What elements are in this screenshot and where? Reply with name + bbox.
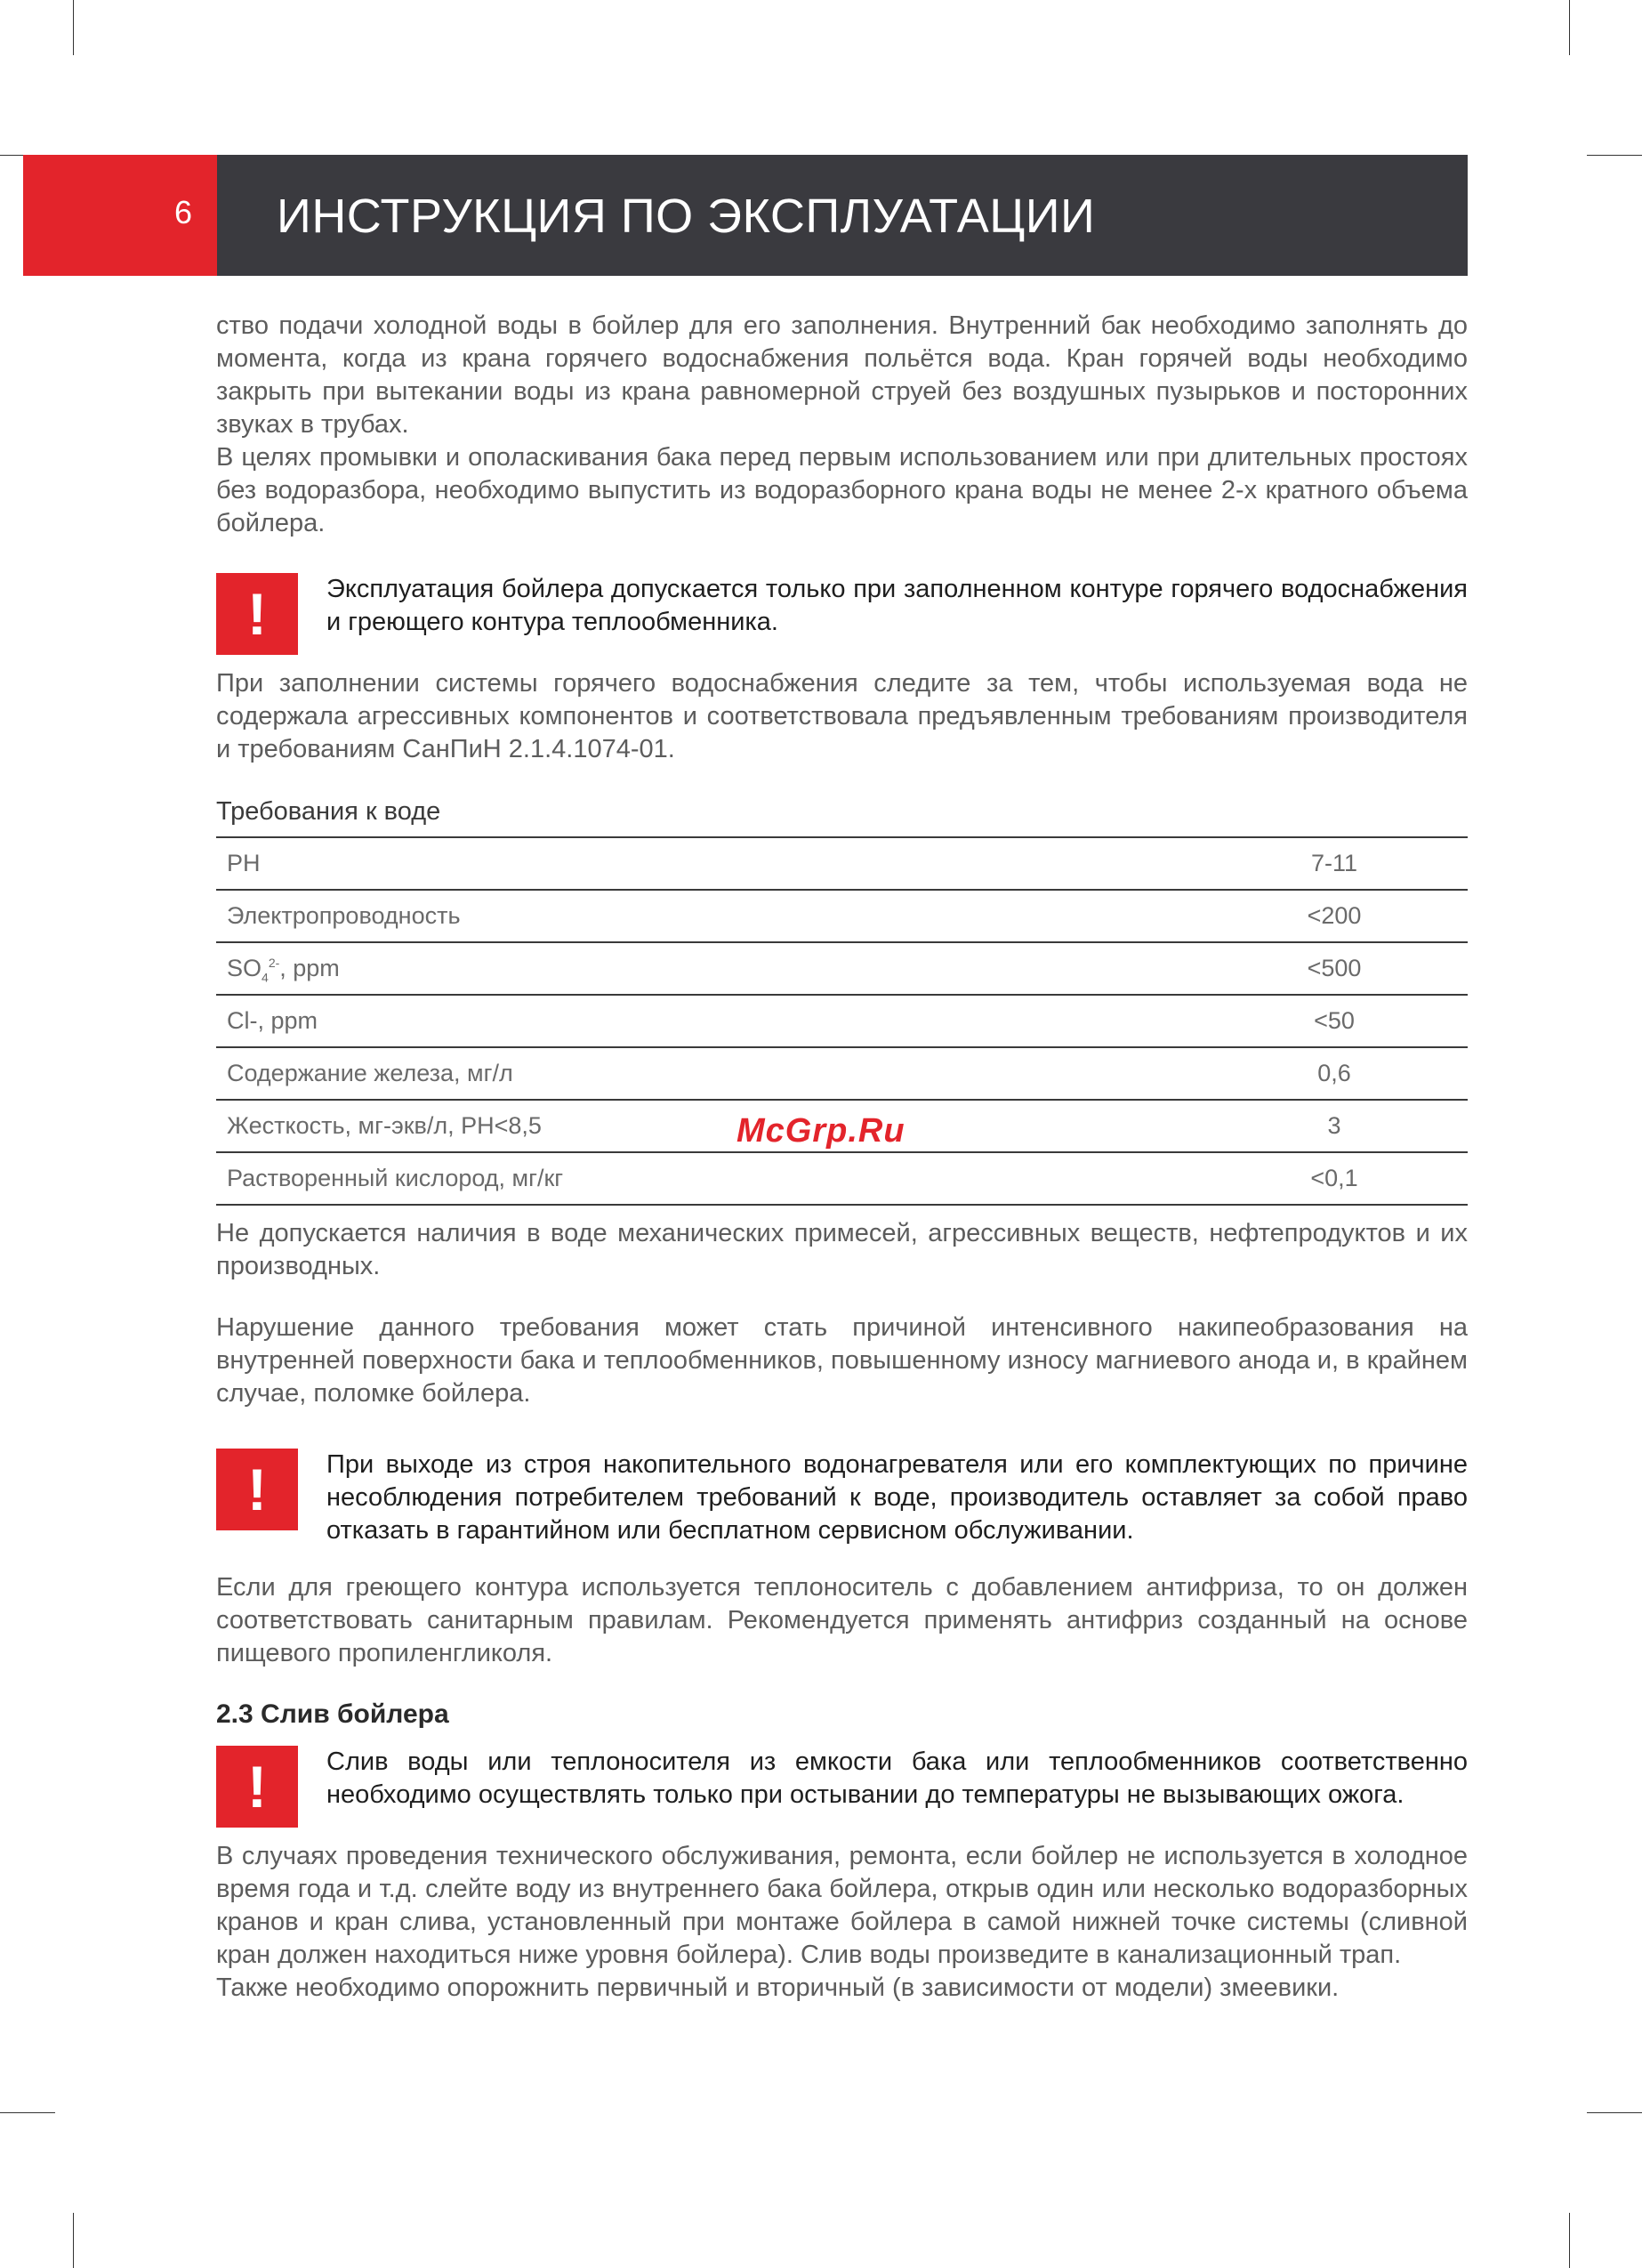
param-rest: , ppm — [279, 955, 340, 981]
section-heading: 2.3 Слив бойлера — [216, 1699, 449, 1729]
crop-mark — [1587, 2112, 1642, 2113]
crop-mark — [1569, 0, 1570, 55]
table-row — [216, 889, 1468, 941]
filling-paragraph: При заполнении системы горячего водоснабжения следите за тем, чтобы используемая вода не содержала агрессивных компонентов и соответствовала предъявленным требованиям производителя и требованиям СанПиН 2.1.4.1074-01. — [216, 669, 1468, 763]
warning-text-1: Эксплуатация бойлера допускается только при заполненном контуре горячего водоснабжения и греющего контура теплообменника. — [326, 575, 1468, 636]
param-cell: Растворенный кислород, мг/кг — [227, 1165, 564, 1191]
exclamation-icon: ! — [216, 573, 298, 655]
impurities-paragraph: Не допускается наличия в воде механических примесей, агрессивных веществ, нефтепродуктов и их производных. — [216, 1219, 1468, 1280]
table-row — [216, 941, 1468, 994]
value-cell: 3 — [1327, 1112, 1341, 1139]
violation-section — [216, 1312, 1468, 1410]
crop-mark — [73, 2213, 74, 2268]
page-title: ИНСТРУКЦИЯ ПО ЭКСПЛУАТАЦИИ — [277, 190, 1096, 243]
table-title: Требования к воде — [216, 797, 441, 826]
value-cell: <0,1 — [1310, 1165, 1358, 1191]
warning-block-2 — [216, 1449, 1468, 1547]
crop-mark — [73, 0, 74, 55]
drain-paragraph-1: В случаях проведения технического обслуживания, ремонта, если бойлер не используется в холодное время года и т.д. слейте воду из внутреннего бака бойлера, открыв один или несколько водоразборных кранов и кран слива, установленный при монтаже бойлера в самой нижней точке системы (сливной кран должен находиться ниже уровня бойлера). Слив воды произведите в канализационный трап. — [216, 1842, 1468, 1969]
impurities-section — [216, 1217, 1468, 1283]
table-row — [216, 836, 1468, 889]
warning-block-3 — [216, 1746, 1468, 1820]
drain-paragraph-2: Также необходимо опорожнить первичный и вторичный (в зависимости от модели) змеевики. — [216, 1973, 1340, 2002]
intro-paragraph-1: ство подачи холодной воды в бойлер для его заполнения. Внутренний бак необходимо заполнять до момента, когда из крана горячего водоснабжения польётся вода. Кран горячей воды необходимо закрыть при вытекании воды из крана равномерной струей без воздушных пузырьков и посторонних звуках в трубах. — [216, 311, 1468, 439]
antifreeze-section — [216, 1571, 1468, 1670]
drain-section — [216, 1840, 1468, 2005]
table-row — [216, 1151, 1468, 1206]
param-cell: PH — [227, 850, 261, 876]
warning-text-3: Слив воды или теплоносителя из емкости бака или теплообменников соответственно необходимо осуществлять только при остывании до температуры не вызывающих ожога. — [326, 1747, 1468, 1809]
page-header — [23, 155, 1468, 276]
exclamation-icon: ! — [216, 1449, 298, 1530]
crop-mark — [0, 2112, 55, 2113]
param-superscript: 2- — [268, 956, 280, 970]
antifreeze-paragraph: Если для греющего контура используется теплоноситель с добавлением антифриза, то он должен соответствовать санитарным правилам. Рекомендуется применять антифриз созданный на основе пищевого пропиленгликоля. — [216, 1573, 1468, 1667]
value-cell: 7-11 — [1310, 850, 1358, 876]
watermark-text: McGrp.Ru — [736, 1112, 906, 1150]
page-number: 6 — [174, 194, 193, 230]
crop-mark — [1569, 2213, 1570, 2268]
intro-paragraph-2: В целях промывки и ополаскивания бака перед первым использованием или при длительных простоях без водоразбора, необходимо выпустить из водоразборного крана воды не менее 2-х кратного объема бойлера. — [216, 443, 1468, 537]
value-cell: 0,6 — [1317, 1060, 1351, 1086]
filling-section — [216, 667, 1468, 766]
param-main: SO — [227, 955, 262, 981]
param-subscript: 4 — [262, 970, 269, 985]
table-row — [216, 1046, 1468, 1099]
param-cell: Содержание железа, мг/л — [227, 1060, 513, 1086]
warning-block-1 — [216, 573, 1468, 647]
param-cell — [227, 955, 340, 984]
value-cell: <200 — [1307, 902, 1362, 929]
param-cell: Жесткость, мг-экв/л, РН<8,5 — [227, 1112, 542, 1139]
warning-text-2: При выходе из строя накопительного водонагревателя или его комплектующих по причине несоблюдения потребителем требований к воде, производитель оставляет за собой право отказать в гарантийном или бесплатном сервисном обслуживании. — [326, 1450, 1468, 1545]
violation-paragraph: Нарушение данного требования может стать причиной интенсивного накипеобразования на внутренней поверхности бака и теплообменников, повышенному износу магниевого анода и, в крайнем случае, поломке бойлера. — [216, 1313, 1468, 1408]
exclamation-icon: ! — [216, 1746, 298, 1828]
intro-section — [216, 310, 1468, 540]
crop-mark — [1587, 155, 1642, 156]
table-row — [216, 994, 1468, 1046]
value-cell: <50 — [1314, 1007, 1355, 1034]
value-cell: <500 — [1307, 955, 1362, 981]
param-cell: Cl-, ppm — [227, 1007, 318, 1034]
param-cell: Электропроводность — [227, 902, 461, 929]
